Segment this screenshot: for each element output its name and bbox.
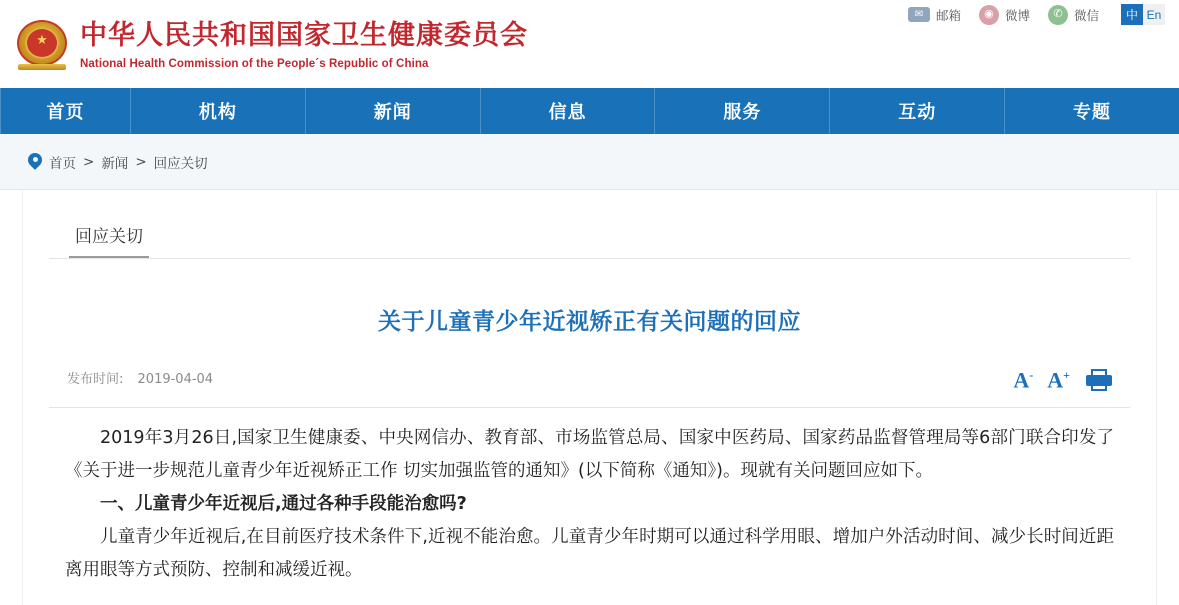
mail-link[interactable] [908,6,961,24]
breadcrumb-item-home[interactable]: 首页 [49,155,76,172]
tab-response-concern[interactable]: 回应关切 [69,222,149,258]
font-increase-sup: + [1063,368,1070,382]
mail-label: 邮箱 [935,8,961,23]
publish-time [67,368,213,387]
lang-zh-button[interactable]: 中 [1121,4,1143,25]
publish-time-value: 2019-04-04 [137,372,214,388]
article-body [49,422,1130,587]
font-increase-button[interactable] [1047,364,1070,391]
weibo-icon: ◉ [979,5,999,25]
article-paragraph: 2019年3月26日,国家卫生健康委、中央网信办、教育部、市场监管总局、国家中医药局、国家药品监督管理局等6部门联合印发了《关于进一步规范儿童青少年近视矫正工作 切实加强监管的通知》(以下简称《通知》)。现就有关问题回应如下。 [65,428,1114,482]
wechat-label: 微信 [1073,8,1099,23]
nav-item-information[interactable]: 信息 [481,88,656,134]
nav-item-organization[interactable]: 机构 [131,88,306,134]
main-nav [0,88,1179,134]
article-meta-row [49,364,1130,408]
site-header [0,0,1179,88]
weibo-label: 微博 [1004,8,1030,23]
site-title-block [80,19,528,70]
site-title-cn: 中华人民共和国国家卫生健康委员会 [80,19,528,51]
breadcrumb-item-current[interactable]: 回应关切 [153,155,208,172]
nav-item-services[interactable]: 服务 [655,88,830,134]
nav-item-home[interactable]: 首页 [0,88,131,134]
font-decrease-sup: - [1029,368,1034,382]
wechat-link[interactable] [1048,5,1099,25]
nav-item-news[interactable]: 新闻 [306,88,481,134]
lang-en-button[interactable]: En [1143,4,1165,25]
weibo-link[interactable] [979,5,1030,25]
article-paragraph: 儿童青少年近视后,在目前医疗技术条件下,近视不能治愈。儿童青少年时期可以通过科学用眼、增加户外活动时间、减少长时间近距离用眼等方式预防、控制和减缓近视。 [65,527,1114,581]
header-tools [908,4,1165,25]
nav-item-topics[interactable]: 专题 [1073,102,1112,123]
breadcrumb-bar [0,134,1179,190]
font-increase-label: A [1047,367,1064,393]
language-switcher[interactable] [1121,4,1165,25]
national-emblem-icon: ★ [14,16,70,72]
font-decrease-button[interactable] [1013,364,1033,391]
article-tools [1013,364,1112,391]
nav-item-interaction[interactable]: 互动 [830,88,1005,134]
breadcrumb [28,152,208,172]
mail-icon: ✉ [908,7,930,22]
wechat-icon: ✆ [1048,5,1068,25]
breadcrumb-separator-1: > [83,153,95,170]
font-decrease-label: A [1013,367,1030,393]
article-card [22,190,1157,605]
publish-time-label: 发布时间: [67,372,124,388]
location-pin-icon [28,153,42,170]
article-title: 关于儿童青少年近视矫正有关问题的回应 [378,309,801,335]
section-tab-bar [49,190,1130,259]
site-title-en: National Health Commission of the People´s Republic of China [80,57,429,70]
breadcrumb-item-news[interactable]: 新闻 [101,155,129,172]
article-paragraph-heading: 一、儿童青少年近视后,通过各种手段能治愈吗? [100,494,467,515]
printer-icon[interactable] [1086,369,1112,391]
breadcrumb-separator-2: > [135,153,147,170]
